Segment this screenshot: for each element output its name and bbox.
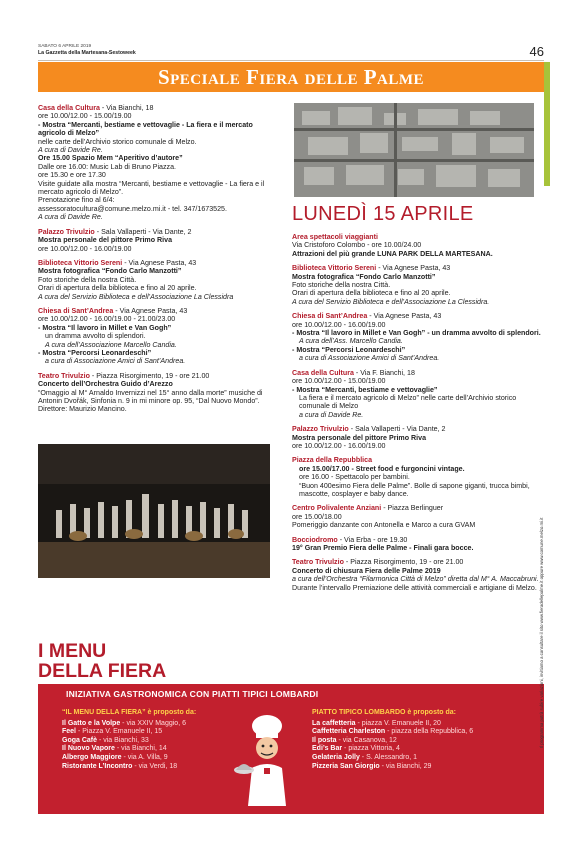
event-heading: [292, 264, 542, 272]
event-line: nelle carte dell’Archivio storico comunale di Melzo.: [38, 137, 197, 146]
menu-item: [62, 754, 262, 763]
event-line: assessoratocultura@comune.melzo.mi.it - tel. 347/1673525.: [38, 204, 227, 213]
event-line: a cura di Associazione Amici di Sant’Andrea.: [45, 357, 186, 366]
event-venue: Chiesa di Sant’Andrea: [292, 312, 368, 321]
event-line: ore 10.00/12.00 - 16.00/19.00: [292, 320, 386, 329]
event-address: - Via Agnese Pasta, 43: [367, 312, 442, 321]
event-venue: Casa della Cultura: [38, 104, 100, 112]
event-address: - Sala Vallaperti - Via Dante, 2: [348, 425, 446, 434]
event-line: - Mostra “Mercanti, bestiame e vettovaglie - La fiera e il mercato agricolo di Melzo”: [38, 120, 253, 138]
menu-list-left: [62, 709, 262, 771]
event-right-4: [292, 425, 542, 450]
menu-item-name: Edi’s Bar: [312, 745, 343, 753]
menu-item-address: - via Bianchi, 33: [97, 736, 149, 744]
menu-item: [312, 737, 542, 746]
menu-box: [38, 684, 544, 814]
event-heading: [38, 228, 275, 236]
event-venue: Chiesa di Sant’Andrea: [38, 306, 114, 315]
event-line: ore 15.00/18.00: [292, 512, 342, 521]
section-title: Speciale Fiera delle Palme: [157, 65, 425, 89]
event-address: - Piazza Berlinguer: [381, 504, 444, 513]
menu-item-name: Albergo Maggiore: [62, 753, 122, 761]
event-address: - Via Agnese Pasta, 43: [113, 306, 188, 315]
section-tab: [544, 62, 550, 186]
day-heading: LUNEDÌ 15 APRILE: [292, 203, 474, 225]
event-line: “Buon 400esimo Fiera delle Palme”. Bolle di sapone giganti, trucca bimbi, mascotte, cosplayer e baby dance.: [299, 481, 530, 498]
event-left-1: [38, 228, 275, 253]
event-line: Concerto dell’Orchestra Guido d’Arezzo: [38, 380, 173, 389]
event-address: - Via Bianchi, 18: [99, 104, 154, 112]
menu-item-address: - via Verdi, 18: [132, 762, 178, 770]
event-venue: Bocciodromo: [292, 535, 338, 544]
masthead: [38, 44, 544, 59]
event-heading: [292, 504, 542, 512]
event-heading: [38, 372, 275, 380]
event-right-7: [292, 536, 542, 553]
event-address: - Via Agnese Pasta, 43: [122, 258, 197, 267]
event-line: - Mostra “Mercanti, bestiame e vettovaglie”: [292, 385, 438, 394]
event-heading: [292, 536, 542, 544]
chef-illustration: [234, 712, 300, 808]
left-column: [38, 104, 275, 420]
event-line: A cura dell’Ass. Marcello Candia.: [299, 337, 403, 346]
event-address: - Via Erba - ore 19.30: [337, 535, 408, 544]
event-line: Prenotazione fino al 6/4:: [38, 196, 115, 205]
event-right-1: [292, 264, 542, 306]
menu-item-address: - S. Alessandro, 1: [359, 753, 418, 761]
event-line: A cura del Servizio Biblioteca e dell’Associazione La Clessidra.: [292, 297, 490, 306]
event-line: a cura di Associazione Amici di Sant’Andrea.: [299, 354, 440, 363]
event-line: A cura dell’Associazione Marcello Candia.: [45, 340, 177, 349]
menu-item-address: - Piazza V. Emanuele II, 15: [76, 728, 163, 736]
event-line: 19° Gran Premio Fiera delle Palme - Finali gara bocce.: [292, 544, 474, 552]
event-line: Ore 15.00 Spazio Mem “Aperitivo d’autore”: [38, 154, 183, 163]
event-heading: [38, 104, 275, 112]
menu-headline: INIZIATIVA GASTRONOMICA CON PIATTI TIPICI LOMBARDI: [66, 689, 319, 699]
event-line: Mostra fotografica “Fondo Carlo Manzotti”: [38, 267, 182, 276]
event-right-3: [292, 369, 542, 419]
event-right-0: [292, 233, 542, 258]
event-line: ore 10.00/12.00 - 15.00/19.00: [38, 112, 132, 121]
event-venue: Teatro Trivulzio: [38, 371, 90, 380]
menu-item-name: Il Gatto e la Volpe: [62, 719, 121, 727]
event-heading: [292, 369, 542, 377]
menu-item: [62, 737, 262, 746]
menu-item: [62, 745, 262, 754]
event-address: - Piazza Risorgimento, 19 - ore 21.00: [343, 558, 464, 567]
event-line: - Mostra “Il lavoro in Millet e Van Gogh”: [38, 323, 172, 332]
masthead-rule: [38, 60, 544, 61]
event-line: - Mostra “Percorsi Leonardeschi”: [38, 348, 152, 357]
event-line: A cura di Davide Re.: [38, 213, 103, 222]
menu-item: [312, 763, 542, 772]
menu-item: [62, 763, 262, 772]
menu-list-right-head: PIATTO TIPICO LOMBARDO è proposto da:: [312, 709, 457, 716]
menu-item-address: - via Bianchi, 14: [114, 745, 167, 753]
event-line: ore 10.00/12.00 - 16.00/19.00: [38, 244, 132, 253]
menu-item-address: - via A. Villa, 9: [121, 753, 168, 761]
event-line: Mostra fotografica “Fondo Carlo Manzotti”: [292, 272, 436, 281]
event-line: Orari di apertura della biblioteca e fino al 20 aprile.: [292, 289, 451, 298]
menu-item: [312, 745, 542, 754]
menu-item-address: - piazza Vittoria, 4: [342, 745, 400, 753]
menu-item: [312, 720, 542, 729]
event-address: - Piazza Risorgimento, 19 - ore 21.00: [89, 371, 210, 380]
menu-item-address: - via XXIV Maggio, 6: [120, 719, 186, 727]
event-line: La fiera e il mercato agricolo di Melzo” nelle carte dell’Archivio storico comunale di Melzo: [299, 393, 517, 411]
event-venue: Piazza della Repubblica: [292, 456, 373, 465]
menu-list-left-head: “IL MENU DELLA FIERA” è proposto da:: [62, 709, 197, 716]
event-line: a cura dell’Orchestra “Filarmonica Città di Melzo” diretta dal M° A. Maccabruni.: [292, 575, 539, 584]
menu-list-right: [312, 709, 542, 771]
event-left-0: [38, 104, 275, 222]
newspaper-name: La Gazzetta della Martesana-Sestoweek: [38, 50, 136, 56]
event-venue: Palazzo Trivulzio: [38, 227, 95, 236]
event-line: ore 15.30 e ore 17.30: [38, 171, 106, 180]
menu-item-name: Caffetteria Charleston: [312, 728, 386, 736]
event-line: ore 10.00/12.00 - 16.00/19.00: [292, 441, 386, 450]
event-heading: [292, 558, 542, 566]
aerial-city-photo: [294, 103, 534, 197]
right-column: [292, 233, 542, 598]
event-heading: [292, 456, 542, 464]
menu-title-line1: I MENU: [38, 640, 107, 662]
event-address: - Sala Vallaperti - Via Dante, 2: [94, 227, 192, 236]
event-line: Dalle ore 16.00: Music Lab di Bruno Piazza.: [38, 162, 177, 171]
event-line: ore 10.00/12.00 - 16.00/19.00 - 21.00/23.00: [38, 315, 176, 324]
event-line: “Omaggio al M° Arnaldo Invernizzi nel 15° anno dalla morte” musiche di Antonin Dvořák, Sinfonia n. 9 in mi minore op. 95, “Dal Nuovo Mondo”. Direttore: Maurizio Mancino.: [38, 388, 263, 414]
page-number: 46: [529, 44, 544, 59]
event-heading: [292, 312, 542, 320]
event-venue: Biblioteca Vittorio Sereni: [292, 264, 377, 273]
event-venue: Area spettacoli viaggianti: [292, 233, 378, 241]
event-line: ore 15.00/17.00 - Street food e furgoncini vintage.: [299, 464, 465, 473]
event-line: Orari di apertura della biblioteca e fino al 20 aprile.: [38, 284, 197, 293]
orchestra-photo: [38, 444, 270, 578]
menu-item-address: - piazza della Repubblica, 6: [385, 728, 474, 736]
event-line: ore 16.00 - Spettacolo per bambini.: [299, 473, 410, 482]
event-venue: Casa della Cultura: [292, 368, 354, 377]
event-line: un dramma avvolto di splendori.: [45, 332, 146, 341]
event-line: Foto storiche della nostra Città.: [292, 281, 391, 290]
event-heading: [292, 233, 542, 241]
menu-item-name: La caffetteria: [312, 719, 356, 727]
event-line: A cura del Servizio Biblioteca e dell’Associazione La Clessidra: [38, 292, 234, 301]
menu-item-name: Ristorante L’Incontro: [62, 762, 133, 770]
event-line: a cura di Davide Re.: [299, 410, 364, 419]
event-line: Visite guidate alla mostra “Mercanti, bestiame e vettovaglie - La fiera e il mercato agricolo di Melzo”.: [38, 179, 265, 197]
menu-item-address: - piazza V. Emanuele II, 20: [355, 719, 441, 727]
issue-date: SABATO 6 APRILE 2019: [38, 44, 92, 49]
event-venue: Biblioteca Vittorio Sereni: [38, 258, 123, 267]
menu-item-name: Feel: [62, 728, 77, 736]
event-line: Mostra personale del pittore Primo Riva: [38, 236, 173, 245]
menu-item: [312, 728, 542, 737]
event-line: A cura di Davide Re.: [38, 146, 103, 155]
menu-item-name: Il Nuovo Vapore: [62, 745, 115, 753]
event-line: Pomeriggio danzante con Antonella e Marco a cura GVAM: [292, 521, 476, 530]
menu-title: [38, 641, 298, 681]
menu-title-line2: DELLA FIERA: [38, 660, 167, 682]
event-heading: [38, 307, 275, 315]
event-line: Concerto di chiusura Fiera delle Palme 2019: [292, 566, 441, 575]
menu-item-name: Goga Cafè: [62, 736, 98, 744]
menu-item-name: Il posta: [312, 736, 337, 744]
event-venue: Palazzo Trivulzio: [292, 425, 349, 434]
event-left-3: [38, 307, 275, 366]
event-right-8: [292, 558, 542, 592]
section-banner: [38, 62, 544, 92]
event-line: Via Cristoforo Colombo - ore 10.00/24.00: [292, 241, 422, 250]
menu-item-name: Gelateria Jolly: [312, 753, 360, 761]
event-right-2: [292, 312, 542, 362]
event-address: - Via F. Bianchi, 18: [353, 368, 415, 377]
event-line: Mostra personale del pittore Primo Riva: [292, 433, 427, 442]
menu-item: [312, 754, 542, 763]
menu-item-name: Pizzeria San Giorgio: [312, 762, 380, 770]
menu-item-address: - via Bianchi, 29: [379, 762, 432, 770]
event-line: - Mostra “Percorsi Leonardeschi”: [292, 345, 406, 354]
event-line: - Mostra “Il lavoro in Millet e Van Gogh” - un dramma avvolto di splendori.: [292, 329, 541, 338]
event-left-2: [38, 259, 275, 301]
event-line: ore 10.00/12.00 - 15.00/19.00: [292, 377, 386, 386]
event-heading: [38, 259, 275, 267]
event-address: - Via Agnese Pasta, 43: [376, 264, 451, 273]
event-left-4: [38, 372, 275, 414]
event-heading: [292, 425, 542, 433]
vertical-note: Il programma potrà subire variazioni, invitiamo a consultare il sito www.fieradellepalme.it oppure www.comune.melzo.mi.it: [539, 517, 544, 749]
event-venue: Centro Polivalente Anziani: [292, 504, 382, 513]
event-line: Attrazioni del più grande LUNA PARK DELLA MARTESANA.: [292, 249, 493, 258]
event-right-6: [292, 504, 542, 529]
event-line: Foto storiche della nostra Città.: [38, 275, 137, 284]
event-line: Durante l’intervallo Premiazione delle attività commerciali e artigiane di Melzo.: [292, 583, 537, 592]
menu-item: [62, 728, 262, 737]
menu-item: [62, 720, 262, 729]
event-right-5: [292, 456, 542, 498]
event-venue: Teatro Trivulzio: [292, 558, 344, 567]
menu-item-address: - via Casanova, 12: [336, 736, 397, 744]
